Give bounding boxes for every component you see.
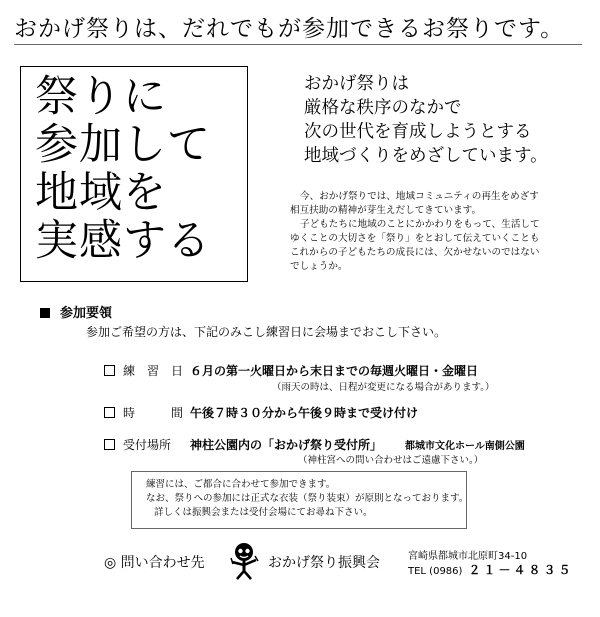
- title-box: [20, 66, 248, 282]
- row-label-reception: 受付場所: [104, 436, 171, 453]
- note-line: 詳しくは振興会または受付会場にてお尋ね下さい。: [154, 507, 373, 518]
- row-value-reception: 神柱公園内の「おかげ祭り受付所」: [190, 438, 383, 452]
- mascot-logo-icon: [228, 540, 260, 580]
- note-line: なお、祭りへの参加には正式な衣装（祭り装束）が原則となっております。: [146, 493, 469, 504]
- paragraph-line: ゆくことの大切さを「祭り」をとおして伝えていくことも: [290, 233, 540, 244]
- message-line: 次の世代を育成しようとする: [304, 122, 532, 142]
- title-line: 地域を: [35, 168, 167, 218]
- telephone: TEL (0986) ２１－４８３５: [408, 563, 574, 577]
- message-line: 地域づくりをめざしています。: [304, 146, 548, 166]
- title-line: 実感する: [35, 216, 211, 266]
- note-line: 練習には、ご都合に合わせて参加できます。: [146, 479, 336, 490]
- checkbox-square-icon: [104, 407, 115, 418]
- inquiry-label: ◎ 問い合わせ先: [104, 555, 205, 571]
- note-box: [131, 471, 467, 529]
- message-line: 厳格な秩序のなかで: [304, 98, 462, 118]
- row-label-practice-day: 練 習 日: [104, 362, 183, 379]
- paragraph-line: 相互扶助の精神が芽生えだしてきています。: [290, 205, 482, 216]
- section-intro: 参加ご希望の方は、下記のみこし練習日に会場までおこし下さい。: [86, 325, 447, 339]
- row-value-practice-day: ６月の第一火曜日から末日までの毎週火曜日・金曜日: [190, 364, 479, 378]
- row-note-practice-day: （雨天の時は、日程が変更になる場合があります。）: [272, 382, 495, 393]
- title-line: 参加して: [35, 120, 211, 170]
- address: 宮崎県都城市北原町34-10: [408, 551, 528, 562]
- header-rule: [14, 44, 582, 45]
- headline: おかげ祭りは、だれでもが参加できるお祭りです。: [14, 16, 565, 42]
- paragraph-line: 今、おかげ祭りでは、地域コミュニティの再生をめざす: [300, 191, 539, 202]
- message-line: おかげ祭りは: [304, 74, 409, 94]
- row-value-time: 午後７時３０分から午後９時まで受け付け: [190, 406, 419, 420]
- row-label-time: 時 間: [104, 404, 183, 421]
- checkbox-square-icon: [104, 365, 115, 376]
- paragraph-line: 子どもたちに地域のことにかかわりをもって、生活して: [300, 219, 540, 230]
- organization-name: おかげ祭り振興会: [268, 555, 380, 571]
- checkbox-square-icon: [104, 439, 115, 450]
- row-note-reception: （神柱宮への問い合わせはご遠慮下さい。）: [298, 455, 484, 466]
- square-bullet-icon: [40, 308, 50, 318]
- section-heading: 参加要領: [40, 302, 112, 321]
- row-value-reception-sub: 都城市文化ホール南側公園: [405, 441, 525, 452]
- title-line: 祭りに: [35, 72, 167, 122]
- paragraph-line: でしょうか。: [290, 261, 348, 272]
- paragraph-line: これからの子どもたちの成長には、欠かせないのではない: [290, 247, 540, 258]
